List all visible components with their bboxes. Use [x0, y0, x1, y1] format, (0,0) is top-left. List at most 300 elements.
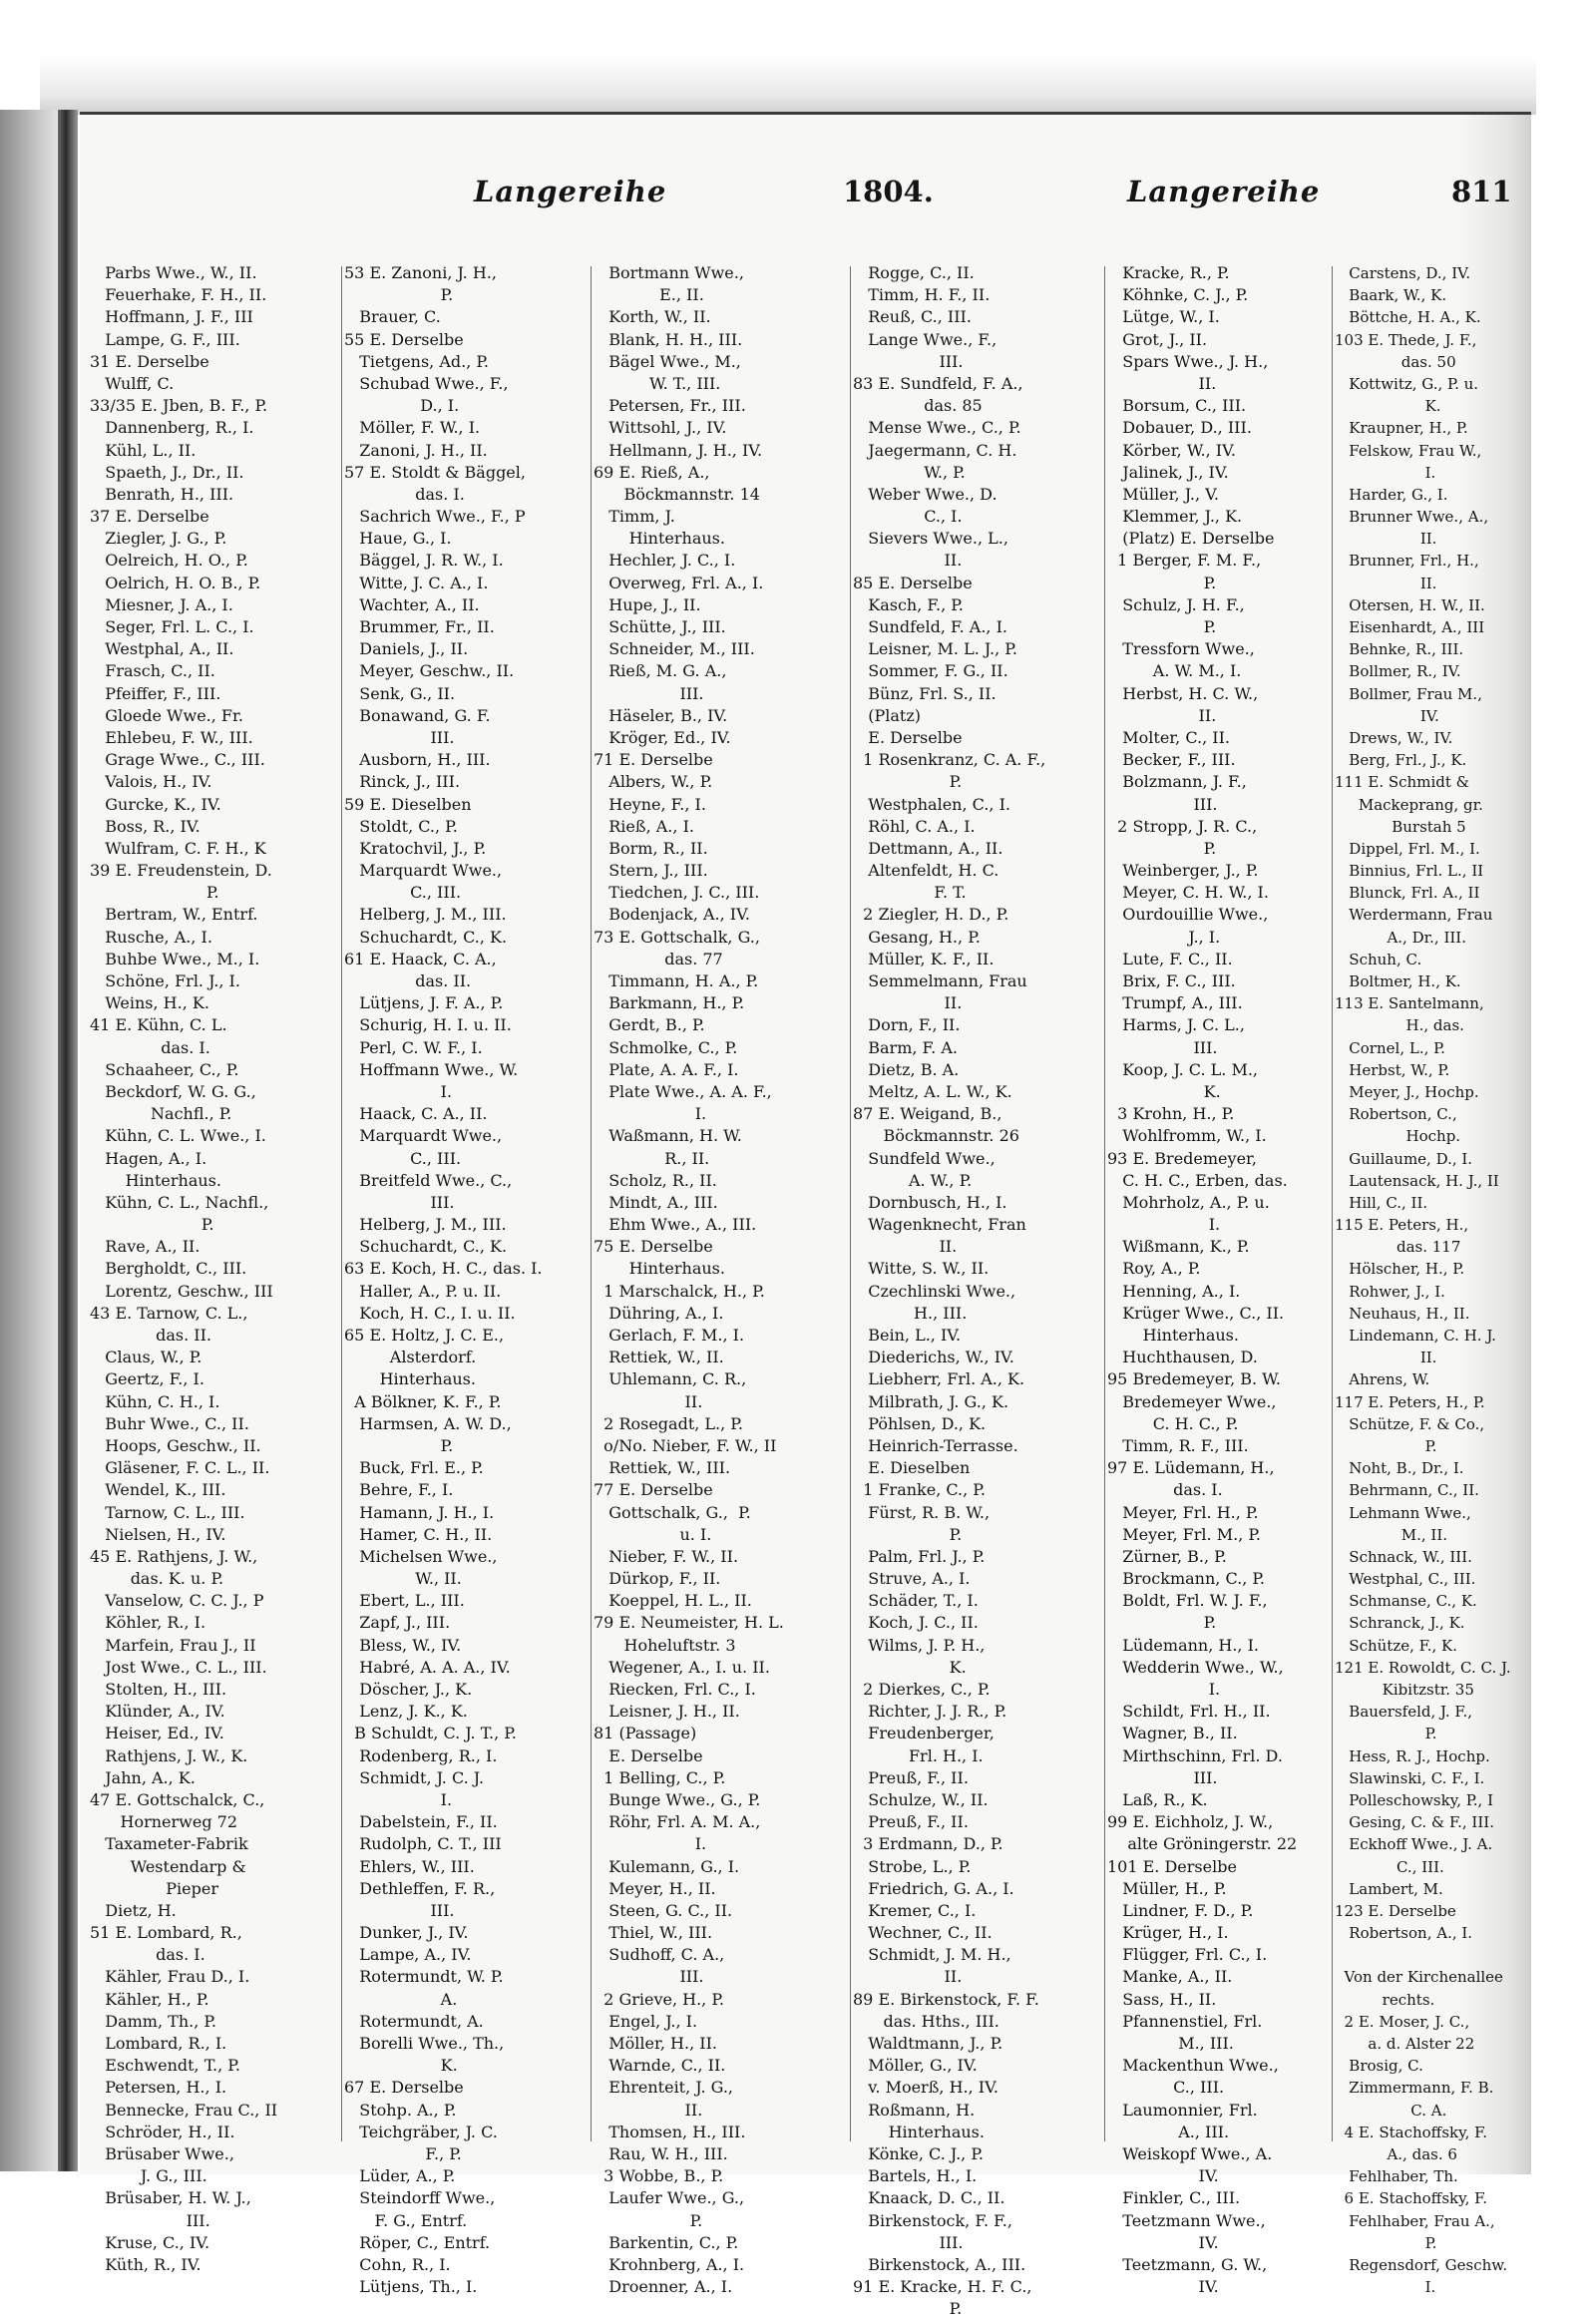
directory-entry-line: Brunner, Frl., H., [1335, 552, 1479, 571]
directory-entry-line: Czechlinski Wwe., [853, 1281, 1016, 1301]
directory-entry-line: 1 Marschalck, H., P. [594, 1281, 765, 1301]
directory-entry-line: Dühring, A., I. [594, 1303, 724, 1323]
directory-entry-line: Gerdt, B., P. [594, 1015, 705, 1035]
directory-entry-line: Lütjens, Th., I. [344, 2277, 478, 2297]
directory-entry-line: III. [1107, 794, 1218, 814]
directory-entry-line: K. [1335, 397, 1441, 416]
directory-entry-line: Fehlhaber, Th. [1335, 2167, 1458, 2186]
directory-entry-line: Bein, L., IV. [853, 1326, 962, 1345]
directory-entry-line: J., I. [1107, 927, 1221, 947]
directory-entry-line: P. [853, 2299, 963, 2319]
directory-entry-line: Schulz, J. H. F., [1107, 594, 1245, 614]
directory-entry-line: Reuß, C., III. [853, 307, 972, 327]
directory-entry-line: Kratochvil, J., P. [344, 838, 487, 858]
directory-entry-line: Bodenjack, A., IV. [594, 905, 750, 925]
directory-entry-line: Sudhoff, C. A., [594, 1945, 725, 1965]
directory-entry-line: Becker, F., III. [1107, 750, 1236, 770]
directory-entry-line: alte Gröningerstr. 22 [1107, 1834, 1298, 1854]
directory-entry-line: Finkler, C., III. [1107, 2188, 1241, 2208]
directory-entry-line: Droenner, A., I. [594, 2277, 733, 2297]
directory-entry-line: Wilms, J. P. H., [853, 1635, 986, 1655]
directory-entry-line: 59 E. Dieselben [344, 794, 472, 814]
directory-entry-line: Hinterhaus. [594, 1259, 725, 1279]
directory-entry-line: Ebert, L., III. [344, 1591, 465, 1611]
directory-entry-line: Seger, Frl. L. C., I. [90, 617, 254, 636]
directory-entry-line: Liebherr, Frl. A., K. [853, 1369, 1025, 1389]
directory-entry-line: Möller, F. W., I. [344, 418, 481, 438]
directory-entry-line: 63 E. Koch, H. C., das. I. [344, 1259, 543, 1279]
directory-entry-line: Hill, C., II. [1335, 1193, 1428, 1212]
directory-entry-line: Rieß, M. G. A., [594, 661, 727, 681]
directory-entry-line: Rudolph, C. T., III [344, 1834, 502, 1854]
directory-entry-line: Kühn, C. L. Wwe., I. [90, 1126, 266, 1146]
directory-entry-line: Rettiek, W., II. [594, 1348, 724, 1367]
directory-entry-line: Witte, J. C. A., I. [344, 573, 489, 592]
directory-entry-line: Noht, B., Dr., I. [1335, 1459, 1464, 1478]
directory-entry-line: das. 85 [853, 396, 983, 416]
directory-entry-line: F. T. [853, 883, 967, 903]
directory-entry-line: Dürkop, F., II. [594, 1569, 721, 1589]
directory-entry-line: Oelreich, H. O., P. [90, 551, 248, 571]
directory-entry-line: Röhr, Frl. A. M. A., [594, 1812, 761, 1832]
directory-entry-line: Rave, A., II. [90, 1237, 200, 1257]
directory-entry-line: II. [853, 551, 963, 571]
directory-entry-line: Cornel, L., P. [1335, 1038, 1445, 1057]
directory-entry-line: P. [853, 772, 963, 792]
directory-entry-line: Borsum, C., III. [1107, 396, 1247, 416]
directory-entry-line: 1 Franke, C., P. [853, 1480, 986, 1500]
directory-entry-line: Perl, C. W. F., I. [344, 1037, 483, 1057]
directory-entry-line: Leisner, M. L. J., P. [853, 639, 1017, 659]
directory-entry-line: Oelrich, H. O. B., P. [90, 573, 261, 592]
directory-entry-line: Koop, J. C. L. M., [1107, 1059, 1258, 1079]
directory-entry-line: Haller, A., P. u. II. [344, 1281, 502, 1301]
directory-entry-line: Kähler, Frau D., I. [90, 1967, 250, 1987]
directory-entry-line: Fürst, R. B. W., [853, 1502, 991, 1522]
directory-entry-line: das. 77 [594, 949, 723, 968]
directory-entry-line: Claus, W., P. [90, 1348, 202, 1367]
directory-entry-line: Schuchardt, C., K. [344, 1237, 508, 1257]
directory-entry-line: A., Dr., III. [1335, 928, 1466, 947]
directory-entry-line: 1 Berger, F. M. F., [1107, 551, 1262, 571]
directory-entry-line: III. [1107, 1767, 1218, 1787]
directory-entry-line: Wißmann, K., P. [1107, 1237, 1250, 1257]
directory-entry-line: IV. [1335, 706, 1439, 725]
directory-entry-line: Vanselow, C. C. J., P [90, 1591, 264, 1611]
directory-entry-line: Kröger, Ed., IV. [594, 727, 731, 747]
directory-entry-line: M., II. [1335, 1525, 1448, 1544]
directory-entry-line: C., III. [344, 1148, 462, 1168]
directory-entry-line: Strobe, L., P. [853, 1856, 972, 1876]
directory-entry-line: III. [90, 2210, 210, 2230]
directory-entry-line: Mirthschinn, Frl. D. [1107, 1745, 1283, 1765]
directory-entry-line: Dietz, B. A. [853, 1059, 960, 1079]
directory-entry-line: I. [1335, 2278, 1436, 2297]
directory-entry-line: Stolten, H., III. [90, 1680, 227, 1699]
directory-entry-line: Schmidt, J. M. H., [853, 1945, 1011, 1965]
directory-entry-line: Semmelmann, Frau [853, 971, 1027, 990]
directory-entry-line: C., III. [1335, 1857, 1444, 1876]
directory-entry-line: Robertson, A., I. [1335, 1924, 1473, 1943]
directory-entry-line: Rettiek, W., III. [594, 1458, 731, 1478]
directory-entry-line: Birkenstock, A., III. [853, 2254, 1026, 2274]
directory-entry-line: Burstah 5 [1335, 817, 1466, 836]
directory-entry-line: Lautensack, H. J., II [1335, 1171, 1499, 1190]
directory-entry-line: Bauersfeld, J. F., [1335, 1703, 1473, 1722]
directory-entry-line: 51 E. Lombard, R., [90, 1923, 242, 1943]
directory-entry-line: Hinterhaus. [90, 1170, 221, 1190]
directory-entry-line: Drews, W., IV. [1335, 728, 1453, 747]
directory-entry-line: Dettmann, A., II. [853, 838, 1003, 858]
directory-entry-line: Binnius, Frl. L., II [1335, 862, 1484, 881]
directory-entry-line: Dobauer, D., III. [1107, 418, 1252, 438]
directory-entry-line: Blunck, Frl. A., II [1335, 884, 1480, 903]
directory-entry-line: Hinterhaus. [594, 529, 725, 549]
directory-entry-line: Gläsener, F. C. L., II. [90, 1458, 270, 1478]
directory-entry-line: Hagen, A., I. [90, 1148, 207, 1168]
directory-entry-line: Jalinek, J., IV. [1107, 462, 1229, 482]
directory-entry-line: F., P. [344, 2143, 462, 2163]
street-title-left: Langereihe [474, 175, 667, 208]
directory-entry-line: Meyer, H., II. [594, 1878, 716, 1898]
directory-entry-line: Hamer, C. H., II. [344, 1524, 493, 1544]
directory-entry-line: Ziegler, J. G., P. [90, 529, 227, 549]
directory-entry-line: II. [1335, 530, 1437, 549]
directory-entry-line: Wedderin Wwe., W., [1107, 1657, 1284, 1677]
directory-entry-line: Milbrath, J. G., K. [853, 1391, 1009, 1411]
directory-entry-line: Mindt, A., III. [594, 1192, 718, 1212]
directory-entry-line: Kühl, L., II. [90, 440, 197, 460]
directory-entry-line: B Schuldt, C. J. T., P. [344, 1724, 517, 1743]
directory-entry-line: Kulemann, G., I. [594, 1856, 740, 1876]
directory-entry-line: Polleschowsky, P., I [1335, 1790, 1494, 1809]
directory-entry-line: III. [344, 1192, 455, 1212]
directory-page [80, 112, 1531, 2319]
directory-entry-line: Valois, H., IV. [90, 772, 212, 792]
directory-entry-line: Koeppel, H. L., II. [594, 1591, 752, 1611]
directory-entry-line: Heyne, F., I. [594, 794, 706, 814]
directory-entry-line: Feuerhake, F. H., II. [90, 285, 267, 305]
directory-entry-line: 6 E. Stachoffsky, F. [1335, 2189, 1487, 2208]
directory-entry-line: Alsterdorf. [344, 1348, 477, 1367]
directory-entry-line: Meyer, C. H. W., I. [1107, 883, 1269, 903]
directory-entry-line: Petersen, Fr., III. [594, 396, 746, 416]
directory-entry-line: Kracke, R., P. [1107, 263, 1230, 282]
directory-entry-line: 45 E. Rathjens, J. W., [90, 1546, 258, 1566]
directory-entry-line: Brummer, Fr., II. [344, 617, 495, 636]
directory-entry-line: 3 Wobbe, B., P. [594, 2166, 724, 2186]
directory-entry-line: D., I. [344, 396, 460, 416]
directory-entry-line: Behrmann, C., II. [1335, 1481, 1479, 1500]
directory-entry-line: Wachter, A., II. [344, 594, 480, 614]
directory-entry-line: Böckmannstr. 26 [853, 1126, 1019, 1146]
directory-entry-line: Mense Wwe., C., P. [853, 418, 1021, 438]
directory-column-6 [1335, 262, 1529, 2298]
directory-entry-line: Habré, A. A. A., IV. [344, 1657, 511, 1677]
directory-entry-line: Herbst, H. C. W., [1107, 683, 1259, 703]
directory-entry-line: Weiskopf Wwe., A. [1107, 2143, 1273, 2163]
directory-entry-line: 117 E. Peters, H., P. [1335, 1392, 1485, 1411]
directory-entry-line: 53 E. Zanoni, J. H., [344, 263, 497, 282]
directory-entry-line: Bünz, Frl. S., II. [853, 683, 997, 703]
directory-entry-line: Helberg, J. M., III. [344, 1215, 507, 1235]
directory-column-1 [90, 262, 339, 2276]
directory-entry-line: II. [1107, 705, 1217, 725]
directory-entry-line: Köhnke, C. J., P. [1107, 285, 1249, 305]
directory-entry-line: Wendel, K., III. [90, 1480, 226, 1500]
directory-entry-line: Teetzmann, G. W., [1107, 2254, 1268, 2274]
directory-entry-line: Blank, H. H., III. [594, 329, 743, 349]
directory-entry-line: Guillaume, D., I. [1335, 1149, 1473, 1168]
directory-entry-line: 103 E. Thede, J. F., [1335, 330, 1477, 349]
directory-entry-line: das. II. [344, 971, 472, 990]
directory-entry-line: I. [594, 1104, 707, 1124]
directory-entry-line: Grage Wwe., C., III. [90, 750, 265, 770]
directory-entry-line: A., III. [1107, 2122, 1230, 2141]
directory-entry-line: P. [90, 883, 219, 903]
directory-entry-line: Hoheluftstr. 3 [594, 1635, 736, 1655]
directory-entry-line: Borm, R., II. [594, 838, 708, 858]
directory-entry-line: Lindner, F. D., P. [1107, 1900, 1254, 1920]
directory-entry-line: Steindorff Wwe., [344, 2188, 496, 2208]
directory-entry-line: Pfeiffer, F., III. [90, 683, 221, 703]
directory-entry-line: das. I. [90, 1037, 210, 1057]
directory-entry-line: F. G., Entrf. [344, 2210, 468, 2230]
directory-entry-line: Lange Wwe., F., [853, 329, 998, 349]
directory-entry-line: P. [1335, 1436, 1437, 1455]
directory-entry-line: II. [594, 2100, 703, 2120]
directory-entry-line: III. [594, 1967, 704, 1987]
directory-entry-line: Sundfeld, F. A., I. [853, 617, 1007, 636]
directory-entry-line: C., III. [344, 883, 462, 903]
directory-entry-line: II. [1335, 574, 1437, 592]
directory-entry-line: C. H. C., P. [1107, 1413, 1239, 1433]
directory-entry-line: Westphal, A., II. [90, 639, 234, 659]
directory-entry-line: W., II. [344, 1569, 462, 1589]
directory-entry-line: Otersen, H. W., II. [1335, 595, 1485, 614]
directory-entry-line: Jost Wwe., C. L., III. [90, 1657, 267, 1677]
directory-entry-line: W., P. [853, 462, 966, 482]
directory-entry-line: Taxameter-Fabrik [90, 1834, 248, 1854]
directory-entry-line: Bless, W., IV. [344, 1635, 462, 1655]
directory-entry-line: Brunner Wwe., A., [1335, 508, 1489, 527]
directory-entry-line: Bredemeyer Wwe., [1107, 1391, 1277, 1411]
directory-entry-line: Müller, J., V. [1107, 484, 1219, 504]
directory-entry-line: Könke, C. J., P. [853, 2143, 984, 2163]
directory-entry-line: Behre, F., I. [344, 1480, 454, 1500]
directory-entry-line: das. 50 [1335, 352, 1456, 371]
directory-entry-line: P. [1107, 573, 1217, 592]
directory-entry-line: I. [344, 1789, 453, 1809]
column-divider [1104, 266, 1105, 2141]
directory-entry-line: 2 Ziegler, H. D., P. [853, 905, 1009, 925]
directory-entry-line: Hoffmann Wwe., W. [344, 1059, 519, 1079]
directory-entry-line: Lindemann, C. H. J. [1335, 1327, 1496, 1345]
directory-entry-line: Gesang, H., P. [853, 927, 981, 947]
directory-entry-line: Schöne, Frl. J., I. [90, 971, 240, 990]
directory-entry-line: Hinterhaus. [853, 2122, 985, 2141]
directory-entry-line: o/No. Nieber, F. W., II [594, 1435, 777, 1455]
directory-entry-line: Hinterhaus. [1107, 1326, 1239, 1345]
directory-entry-line: Marquardt Wwe., [344, 861, 503, 881]
directory-entry-line: IV. [1107, 2277, 1219, 2297]
directory-entry-line: Schütze, F., K. [1335, 1636, 1457, 1655]
directory-entry-line: Damm, Th., P. [90, 2011, 216, 2031]
directory-entry-line: 3 Krohn, H., P. [1107, 1104, 1235, 1124]
directory-entry-line: Rotermundt, W. P. [344, 1967, 504, 1987]
directory-entry-line: I. [1107, 1680, 1221, 1699]
directory-entry-line: Westphalen, C., I. [853, 794, 1010, 814]
directory-entry-line: 115 E. Peters, H., [1335, 1216, 1469, 1235]
directory-entry-line: Stohp. A., P. [344, 2100, 457, 2120]
column-divider [1332, 266, 1333, 2141]
directory-entry-line: Eckhoff Wwe., J. A. [1335, 1835, 1493, 1854]
directory-entry-line: Hölscher, H., P. [1335, 1260, 1465, 1279]
directory-entry-line: Harmsen, A. W. D., [344, 1413, 512, 1433]
directory-entry-line: Sachrich Wwe., F., P [344, 507, 526, 527]
directory-entry-line: Richter, J. J. R., P. [853, 1702, 1007, 1722]
directory-entry-line: Lüdemann, H., I. [1107, 1635, 1260, 1655]
directory-entry-line: u. I. [594, 1524, 712, 1544]
directory-entry-line: Waßmann, H. W. [594, 1126, 742, 1146]
directory-entry-line: Wulfram, C. F. H., K [90, 838, 266, 858]
directory-entry-line: Brockmann, C., P. [1107, 1569, 1265, 1589]
directory-entry-line: III. [344, 1900, 455, 1920]
directory-entry-line: Sommer, F. G., II. [853, 661, 1008, 681]
directory-entry-line: K. [344, 2056, 458, 2076]
directory-entry-line: Sievers Wwe., L., [853, 529, 1008, 549]
directory-entry-line: das. I. [344, 484, 465, 504]
directory-entry-line: Bergholdt, C., III. [90, 1259, 247, 1279]
directory-entry-line: 1 Rosenkranz, C. A. F., [853, 750, 1046, 770]
directory-entry-line: Felskow, Frau W., [1335, 441, 1482, 460]
directory-entry-line: Westphal, C., III. [1335, 1570, 1476, 1589]
directory-entry-line: Thomsen, H., III. [594, 2122, 746, 2141]
directory-entry-line: Frl. H., I. [853, 1745, 984, 1765]
directory-entry-line: Bägel Wwe., M., [594, 351, 741, 371]
directory-entry-line: A. W., P. [853, 1170, 973, 1190]
directory-entry-line: Krüger, H., I. [1107, 1923, 1229, 1943]
directory-entry-line: Koch, H. C., I. u. II. [344, 1303, 516, 1323]
directory-entry-line: Carstens, D., IV. [1335, 264, 1471, 282]
directory-entry-line: J. G., III. [90, 2166, 207, 2186]
directory-entry-line: 69 E. Rieß, A., [594, 462, 710, 482]
directory-entry-line: Roy, A., P. [1107, 1259, 1201, 1279]
directory-entry-line: Rotermundt, A. [344, 2011, 484, 2031]
directory-entry-line: Dornbusch, H., I. [853, 1192, 1007, 1212]
directory-entry-line: das. K. u. P. [90, 1569, 224, 1589]
directory-entry-line: E. Derselbe [853, 727, 963, 747]
directory-entry-line: Döscher, J., K. [344, 1680, 473, 1699]
directory-entry-line: Steen, G. C., II. [594, 1900, 733, 1920]
directory-entry-line: Hupe, J., II. [594, 594, 701, 614]
directory-entry-line: Hinterhaus. [344, 1369, 476, 1389]
directory-entry-line: 37 E. Derselbe [90, 507, 209, 527]
directory-entry-line: Brüsaber Wwe., [90, 2143, 234, 2163]
directory-entry-line: Trumpf, A., III. [1107, 993, 1243, 1013]
directory-entry-line: Rogge, C., II. [853, 263, 975, 282]
directory-entry-line: Baark, W., K. [1335, 286, 1447, 305]
directory-entry-line: Behnke, R., III. [1335, 640, 1464, 659]
directory-entry-line: Dabelstein, F., II. [344, 1812, 498, 1832]
directory-entry-line: Wohlfromm, W., I. [1107, 1126, 1267, 1146]
directory-column-2 [344, 262, 589, 2298]
directory-entry-line: I. [594, 1834, 707, 1854]
directory-entry-line: 81 (Passage) [594, 1724, 697, 1743]
directory-entry-line: 31 E. Derselbe [90, 351, 209, 371]
directory-entry-line: P. [1335, 1725, 1437, 1743]
directory-entry-line: Schuh, C. [1335, 950, 1422, 968]
directory-entry-line: 75 E. Derselbe [594, 1237, 713, 1257]
directory-entry-line: P. [853, 1524, 963, 1544]
directory-entry-line: Heiser, Ed., IV. [90, 1724, 224, 1743]
directory-entry-line: K. [853, 1657, 967, 1677]
directory-entry-line: Ehrenteit, J. G., [594, 2078, 734, 2098]
directory-entry-line: Rodenberg, R., I. [344, 1745, 498, 1765]
directory-entry-line: 89 E. Birkenstock, F. F. [853, 1989, 1039, 2009]
directory-entry-line: Brosig, C. [1335, 2057, 1423, 2076]
directory-entry-line: Kremer, C., I. [853, 1900, 977, 1920]
directory-entry-line: rechts. [1335, 1990, 1435, 2009]
directory-entry-line: Meltz, A. L. W., K. [853, 1081, 1012, 1101]
directory-entry-line: Schuchardt, C., K. [344, 927, 508, 947]
directory-entry-line: 73 E. Gottschalk, G., [594, 927, 760, 947]
directory-entry-line: Meyer, Frl. H., P. [1107, 1502, 1259, 1522]
directory-entry-line: Ehm Wwe., A., III. [594, 1215, 757, 1235]
directory-entry-line: Schurig, H. I. u. II. [344, 1015, 512, 1035]
directory-entry-line: 91 E. Kracke, H. F. C., [853, 2277, 1032, 2297]
directory-entry-line: Tressforn Wwe., [1107, 639, 1255, 659]
directory-entry-line: E. Dieselben [853, 1458, 971, 1478]
directory-entry-line: Buhbe Wwe., M., I. [90, 949, 260, 968]
directory-entry-line: Lute, F. C., II. [1107, 949, 1233, 968]
directory-entry-line: Dorn, F., II. [853, 1015, 961, 1035]
directory-entry-line: Brüsaber, H. W. J., [90, 2188, 251, 2208]
directory-entry-line: Hochp. [1335, 1127, 1461, 1146]
directory-entry-line: Wittsohl, J., IV. [594, 418, 727, 438]
directory-entry-line: 4 E. Stachoffsky, F. [1335, 2123, 1487, 2141]
directory-entry-line: Kraupner, H., P. [1335, 419, 1468, 438]
directory-entry-line: A. [344, 1989, 458, 2009]
directory-entry-line: Lütjens, J. F. A., P. [344, 993, 504, 1013]
directory-entry-line [1335, 1944, 1529, 1966]
directory-entry-line: Hornerweg 72 [90, 1812, 238, 1832]
directory-entry-line: Schulze, W., II. [853, 1789, 989, 1809]
directory-entry-line: Slawinski, C. F., I. [1335, 1768, 1485, 1787]
directory-entry-line: H., das. [1335, 1016, 1464, 1035]
directory-entry-line: Schäder, T., I. [853, 1591, 979, 1611]
directory-entry-line: Wagenknecht, Fran [853, 1215, 1026, 1235]
directory-entry-line: Rathjens, J. W., K. [90, 1745, 248, 1765]
directory-entry-line: Borelli Wwe., Th., [344, 2034, 505, 2053]
directory-entry-line: Spaeth, J., Dr., II. [90, 462, 244, 482]
directory-entry-line: Timm, H. F., II. [853, 285, 991, 305]
directory-entry-line: Küth, R., IV. [90, 2254, 201, 2274]
directory-entry-line: Hoops, Geschw., II. [90, 1435, 261, 1455]
directory-entry-line: Köhler, R., I. [90, 1613, 206, 1633]
directory-entry-line: I. [344, 1081, 453, 1101]
directory-entry-line: Eschwendt, T., P. [90, 2056, 240, 2076]
directory-entry-line: Müller, H., P. [1107, 1878, 1227, 1898]
directory-entry-line: R., II. [594, 1148, 710, 1168]
directory-entry-line: Schmolke, C., P. [594, 1037, 738, 1057]
directory-entry-line: 95 Bredemeyer, B. W. [1107, 1369, 1281, 1389]
page-header [404, 175, 1512, 224]
directory-entry-line: Sundfeld Wwe., [853, 1148, 996, 1168]
directory-entry-line: C., III. [1107, 2078, 1225, 2098]
directory-entry-line: Gottschalk, G., P. [594, 1502, 751, 1522]
directory-entry-line: Spars Wwe., J. H., [1107, 351, 1269, 371]
